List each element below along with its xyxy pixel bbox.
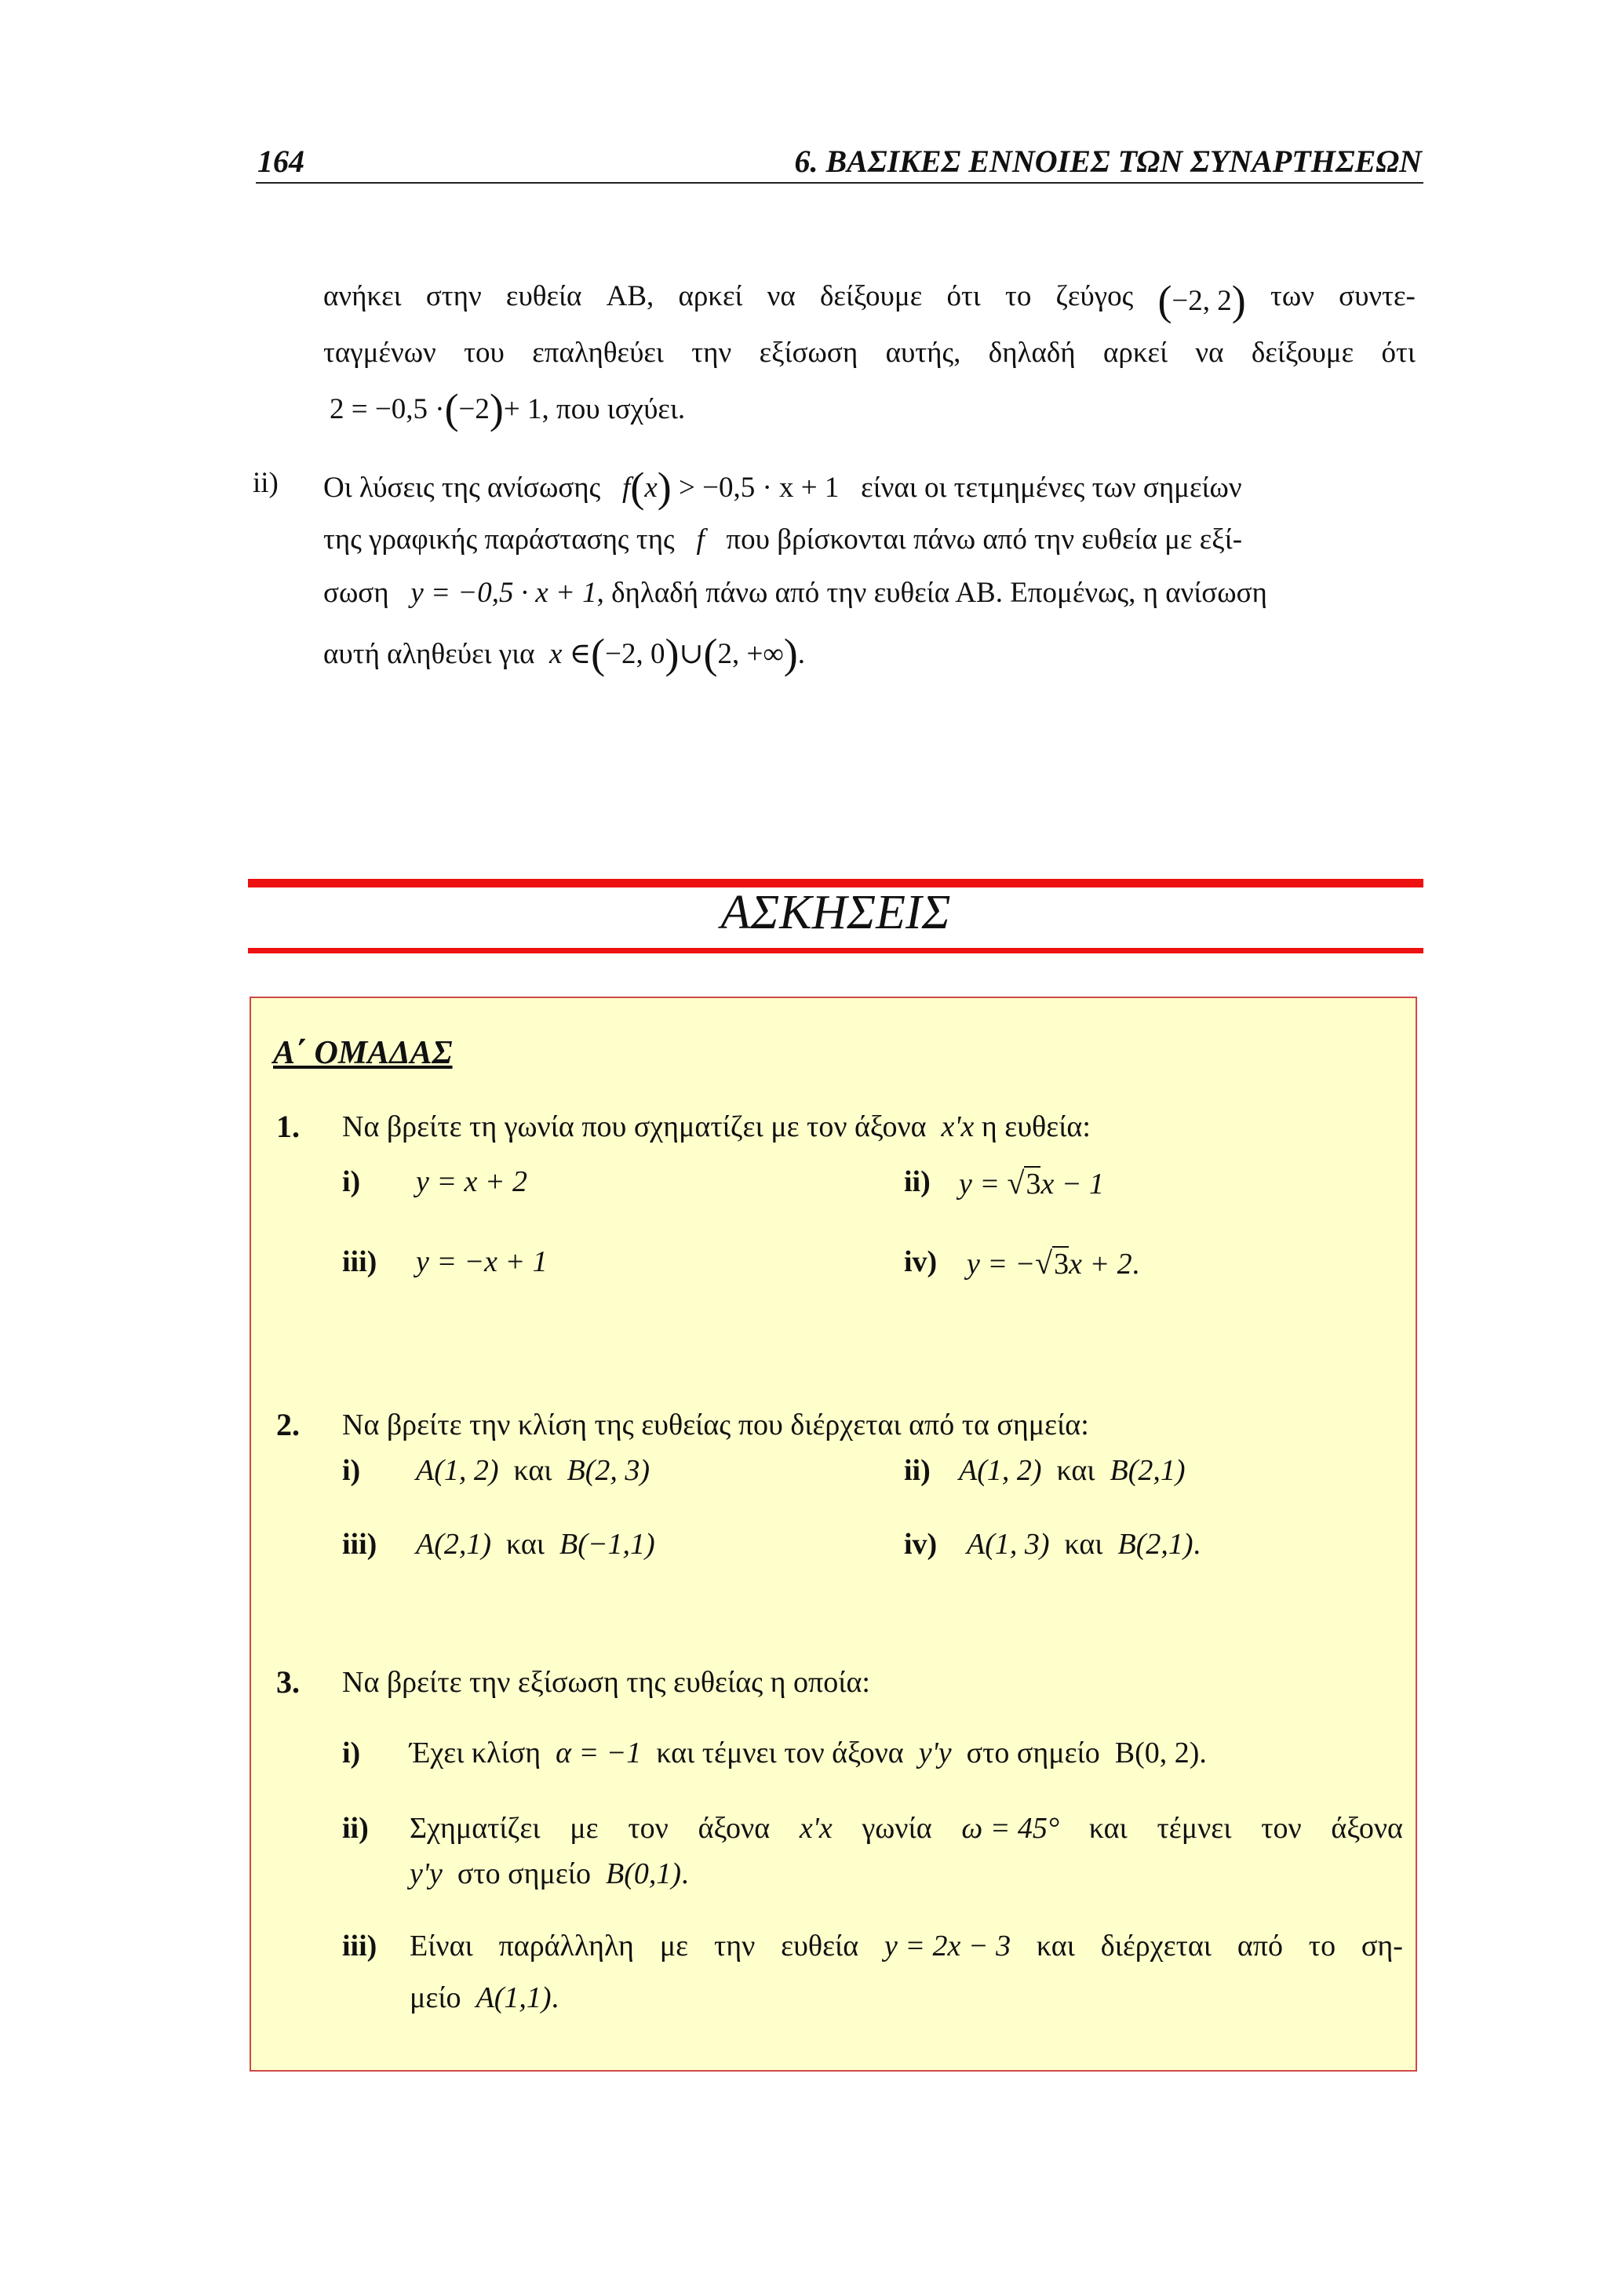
point: B(0,1) <box>606 1857 682 1890</box>
point: B(2,1) <box>1117 1528 1193 1561</box>
math: y = − <box>967 1248 1036 1281</box>
part-ii-line-4: αυτή αληθεύει για x ∈(−2, 0)∪(2, +∞). <box>323 630 805 677</box>
ex2-iv-label: iv) <box>904 1528 938 1561</box>
text: Οι λύσεις της ανίσωσης <box>323 472 601 504</box>
continuation-line-3: 2 = −0,5 ·(−2)+ 1, που ισχύει. <box>330 385 686 432</box>
point: A(1,1) <box>476 1981 552 2014</box>
word: ότι <box>946 280 981 312</box>
text: μείο <box>410 1981 461 2014</box>
section-title: ΑΣΚΗΣΕΙΣ <box>720 886 951 939</box>
word: ζεύγος <box>1055 280 1134 312</box>
word: δείξουμε <box>1251 337 1354 369</box>
sqrt-symbol: √ <box>1035 1245 1053 1281</box>
word: ευθεία <box>505 280 582 312</box>
text: και <box>506 1528 545 1561</box>
math-expression: 2 = −0,5 · <box>330 393 445 425</box>
ex1-iii-equation: y = −x + 1 <box>416 1245 548 1278</box>
exercise-1-number: 1. <box>276 1109 300 1144</box>
point: A(1, 2) <box>416 1454 499 1487</box>
text: σωση <box>323 577 389 609</box>
ex1-i-label: i) <box>342 1165 361 1198</box>
ex3-ii-line-1 <box>410 1811 1403 1846</box>
word: Είναι <box>410 1930 473 1963</box>
group-title: Α΄ ΟΜΑΔΑΣ <box>273 1035 453 1071</box>
math: ω = 45° <box>961 1812 1060 1845</box>
part-ii-line-2 <box>323 523 1242 556</box>
ex2-i-label: i) <box>342 1454 361 1487</box>
ex1-ii-label: ii) <box>904 1165 931 1198</box>
math-f: f <box>622 472 631 504</box>
point: A(1, 3) <box>967 1528 1050 1561</box>
word: επαληθεύει <box>532 337 664 369</box>
text: . <box>797 638 805 670</box>
text: στο σημείο <box>457 1857 592 1890</box>
text: . <box>681 1857 689 1890</box>
word: παράλληλη <box>498 1930 634 1963</box>
math-x: x <box>644 472 658 504</box>
math: x + 2 <box>1069 1248 1132 1281</box>
pair-expression: (−2, 2) <box>1157 277 1246 324</box>
text: , που ισχύει. <box>541 393 686 425</box>
word: ότι <box>1381 337 1416 369</box>
text: αυτή αληθεύει για <box>323 638 535 670</box>
math-x: x ∈ <box>549 638 592 670</box>
word: συντε- <box>1339 280 1416 312</box>
word: ταγμένων <box>323 337 436 369</box>
word: αρκεί <box>678 280 743 312</box>
word: με <box>659 1930 689 1963</box>
ex3-iii-line-1 <box>410 1929 1403 1963</box>
point: B(−1,1) <box>559 1528 655 1561</box>
ex2-i-points <box>416 1453 650 1488</box>
word: Σχηματίζει <box>410 1812 541 1845</box>
point: A(2,1) <box>416 1528 492 1561</box>
word: να <box>767 280 796 312</box>
radicand: 3 <box>1026 1168 1041 1201</box>
text: η ευθεία: <box>981 1110 1091 1143</box>
text: . <box>1193 1528 1201 1561</box>
word: να <box>1195 337 1224 369</box>
math: α = −1 <box>556 1737 642 1769</box>
text: της γραφικής παράστασης της <box>323 523 675 556</box>
word: το <box>1308 1930 1336 1963</box>
math: y = <box>959 1168 1000 1201</box>
point: B(2,1) <box>1110 1454 1186 1487</box>
text: και <box>1064 1528 1103 1561</box>
radicand: 3 <box>1054 1248 1070 1281</box>
ex3-i-label: i) <box>342 1737 361 1769</box>
part-ii-label: ii) <box>253 467 279 499</box>
word: γωνία <box>862 1812 932 1845</box>
page-number: 164 <box>257 144 304 179</box>
math-axis: x'x <box>941 1110 975 1143</box>
word: του <box>464 337 505 369</box>
text: και <box>513 1454 552 1487</box>
exercise-1-text <box>342 1110 1091 1144</box>
word: την <box>713 1930 756 1963</box>
sqrt-symbol: √ <box>1007 1165 1025 1201</box>
part-ii-line-3 <box>323 576 1267 610</box>
math-equation: y = −0,5 · x + 1 <box>410 577 597 609</box>
math-expression: −2 <box>458 393 490 425</box>
ex2-iii-label: iii) <box>342 1528 377 1561</box>
ex1-i-equation: y = x + 2 <box>416 1165 528 1198</box>
math: x − 1 <box>1040 1168 1104 1201</box>
word: εξίσωση <box>759 337 858 369</box>
ex3-ii-line-2 <box>410 1857 689 1891</box>
word: την <box>691 337 732 369</box>
word: άξονα <box>1331 1812 1403 1845</box>
math-axis: y'y <box>410 1857 443 1890</box>
word: τον <box>628 1812 669 1845</box>
pair-value: −2, 2 <box>1172 285 1232 317</box>
word: ευθεία <box>781 1930 859 1963</box>
word: και <box>1036 1930 1075 1963</box>
ex3-iii-label: iii) <box>342 1930 377 1963</box>
text: , δηλαδή πάνω από την ευθεία ΑΒ. Επομένως, η ανίσωση <box>596 577 1267 609</box>
text: που βρίσκονται πάνω από την ευθεία με εξί- <box>726 523 1243 556</box>
math-f: f <box>696 523 705 556</box>
interval: −2, 0 <box>605 638 665 670</box>
text: και <box>1056 1454 1095 1487</box>
continuation-line-2 <box>323 336 1416 370</box>
text: . <box>1199 1737 1207 1769</box>
ex3-iii-line-2 <box>410 1981 559 2015</box>
word: τέμνει <box>1157 1812 1232 1845</box>
math-equation: y = 2x − 3 <box>884 1930 1011 1963</box>
ex3-ii-label: ii) <box>342 1812 369 1845</box>
word: των <box>1270 280 1314 312</box>
word: με <box>570 1812 599 1845</box>
ex1-ii-equation <box>959 1164 1104 1201</box>
text: στο σημείο <box>966 1737 1100 1769</box>
word: διέρχεται <box>1100 1930 1212 1963</box>
word: τον <box>1261 1812 1302 1845</box>
ex1-iii-label: iii) <box>342 1245 377 1278</box>
interval: 2, +∞ <box>717 638 784 670</box>
exercise-3-number: 3. <box>276 1664 300 1700</box>
text: είναι οι τετμημένες των σημείων <box>861 472 1242 504</box>
exercise-2-number: 2. <box>276 1407 300 1442</box>
word: και <box>1088 1812 1128 1845</box>
text: . <box>1131 1248 1140 1281</box>
word: δείξουμε <box>819 280 923 312</box>
section-bottom-bar <box>248 948 1423 953</box>
text: . <box>551 1981 559 2014</box>
ex1-iv-label: iv) <box>904 1245 938 1278</box>
point: Β(0, 2) <box>1114 1737 1200 1769</box>
point: B(2, 3) <box>567 1454 650 1487</box>
math-inequality: > −0,5 · x + 1 <box>678 472 840 504</box>
ex3-i-text <box>410 1736 1207 1770</box>
ex2-iii-points <box>416 1527 655 1562</box>
text: Έχει κλίση <box>410 1737 541 1769</box>
part-ii-line-1: Οι λύσεις της ανίσωσης f(x) > −0,5 · x + 1 είναι οι τετμημένες των σημείων <box>323 464 1242 511</box>
math-axis: y'y <box>918 1737 952 1769</box>
word: δηλαδή <box>988 337 1076 369</box>
word: αρκεί <box>1103 337 1168 369</box>
exercise-3-text: Να βρείτε την εξίσωση της ευθείας η οποία: <box>342 1666 870 1699</box>
ex2-ii-points <box>959 1453 1186 1488</box>
exercise-2-text: Να βρείτε την κλίση της ευθείας που διέρχεται από τα σημεία: <box>342 1409 1089 1441</box>
union-symbol: ∪ <box>679 638 704 670</box>
math-axis: x'x <box>799 1812 833 1845</box>
word: ανήκει <box>323 280 402 312</box>
word: στην <box>425 280 482 312</box>
text: και τέμνει τον άξονα <box>656 1737 904 1769</box>
text: Να βρείτε τη γωνία που σχηματίζει με τον άξονα <box>342 1110 927 1143</box>
word: ση- <box>1361 1930 1403 1963</box>
header-rule <box>256 182 1423 184</box>
ex2-ii-label: ii) <box>904 1454 931 1487</box>
word: άξονα <box>698 1812 771 1845</box>
word: αυτής, <box>885 337 961 369</box>
math-expression: + 1 <box>503 393 542 425</box>
word: ΑΒ, <box>606 280 654 312</box>
chapter-title: 6. ΒΑΣΙΚΕΣ ΕΝΝΟΙΕΣ ΤΩΝ ΣΥΝΑΡΤΗΣΕΩΝ <box>794 144 1422 179</box>
word: από <box>1237 1930 1283 1963</box>
word: το <box>1004 280 1032 312</box>
ex1-iv-equation <box>967 1245 1139 1281</box>
continuation-line-1 <box>323 279 1416 322</box>
point: A(1, 2) <box>959 1454 1042 1487</box>
ex2-iv-points <box>967 1527 1201 1562</box>
